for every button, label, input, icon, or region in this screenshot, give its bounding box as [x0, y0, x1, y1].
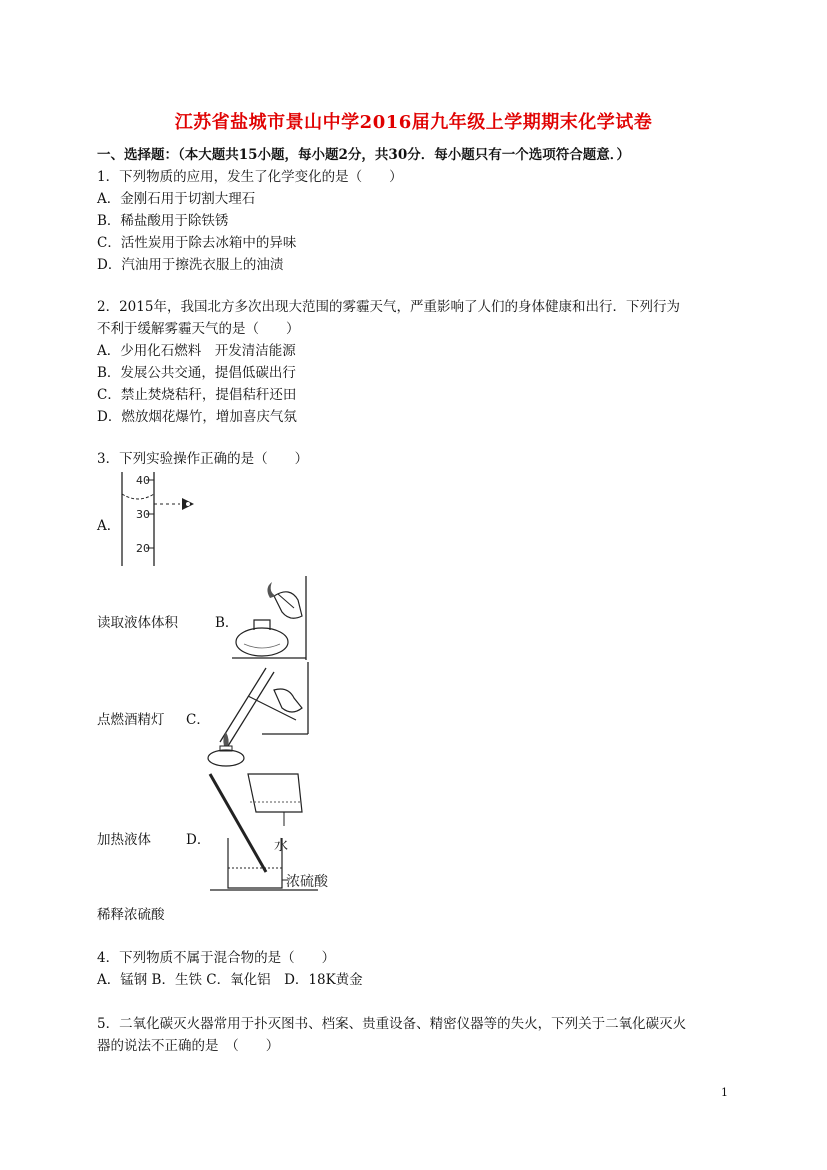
- q3-caption-d: 稀释浓硫酸: [97, 907, 165, 923]
- tick-label-20: 20: [136, 542, 150, 555]
- tick-label-40: 40: [136, 474, 150, 487]
- page-number: 1: [721, 1086, 728, 1099]
- exam-title: 江苏省盐城市景山中学2016届九年级上学期期末化学试卷: [174, 112, 653, 133]
- q3-label-d: D．: [186, 832, 211, 848]
- q2-option-d: D．燃放烟花爆竹，增加喜庆气氛: [97, 409, 297, 425]
- q4-options: A．锰钢 B．生铁 C．氧化铝 D．18K黄金: [97, 972, 363, 988]
- q5-stem-line1: 5．二氧化碳灭火器常用于扑灭图书、档案、贵重设备、精密仪器等的失火，下列关于二氧化碳灭火: [97, 1016, 687, 1032]
- q5-stem-line2: 器的说法不正确的是 （ ）: [97, 1038, 280, 1054]
- q3-label-b: B．: [215, 615, 239, 631]
- q4-stem: 4．下列物质不属于混合物的是（ ）: [97, 950, 336, 966]
- q2-option-c: C．禁止焚烧秸秆，提倡秸秆还田: [97, 387, 297, 403]
- q1-option-a: A．金刚石用于切割大理石: [97, 191, 256, 207]
- q1-option-d: D．汽油用于擦洗衣服上的油渍: [97, 257, 284, 273]
- q3-stem: 3．下列实验操作正确的是（ ）: [97, 451, 309, 467]
- figure-d-dilution: [206, 772, 336, 894]
- tick-label-30: 30: [136, 508, 150, 521]
- q2-stem-line1: 2．2015年，我国北方多次出现大范围的雾霾天气，严重影响了人们的身体健康和出行．下列行为: [97, 299, 680, 315]
- q2-option-b: B．发展公共交通，提倡低碳出行: [97, 365, 296, 381]
- section-heading: 一、选择题：（本大题共15小题，每小题2分，共30分．每小题只有一个选项符合题意．）: [97, 147, 630, 163]
- q1-option-c: C．活性炭用于除去冰箱中的异味: [97, 235, 297, 251]
- q3-caption-a: 读取液体体积: [97, 615, 178, 631]
- q2-option-a: A．少用化石燃料 开发清洁能源: [97, 343, 296, 359]
- q1-option-b: B．稀盐酸用于除铁锈: [97, 213, 229, 229]
- label-conc-sulfuric-acid: 浓硫酸: [286, 874, 328, 890]
- figure-c-heating-liquid: [204, 662, 312, 768]
- q3-caption-c: 加热液体: [97, 832, 151, 848]
- figure-b-alcohol-lamp: [232, 576, 312, 660]
- q2-stem-line2: 不利于缓解雾霾天气的是（ ）: [97, 321, 300, 337]
- q1-stem: 1．下列物质的应用，发生了化学变化的是（ ）: [97, 169, 403, 185]
- q3-label-c: C．: [186, 712, 210, 728]
- figure-a-graduated-cylinder: [118, 468, 208, 568]
- q3-label-a: A．: [97, 518, 121, 534]
- label-water: 水: [274, 838, 288, 854]
- q3-caption-b: 点燃酒精灯: [97, 712, 165, 728]
